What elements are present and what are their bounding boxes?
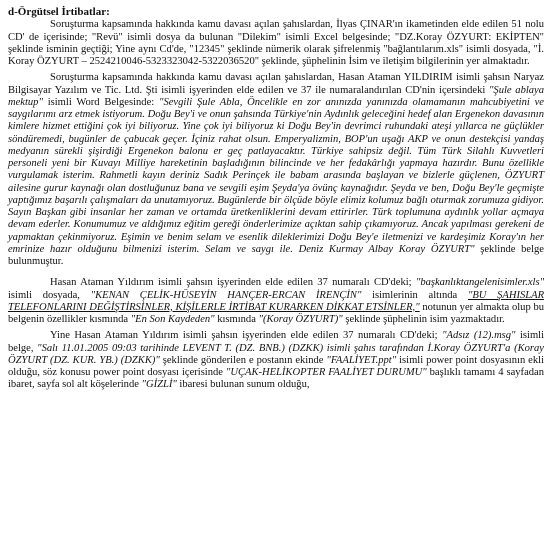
text-run: isimli belge, (8, 330, 545, 354)
text-run: şeklinde şüphelinin isim yazmaktadır. (342, 314, 505, 325)
quoted-text: "Adsız (12).msg" (442, 330, 516, 342)
paragraph-4 (8, 330, 544, 391)
text-run: Yine Hasan Ataman Yıldırım isimli şahsın işyerinden elde edilen 37 numaralı CD'deki; (50, 330, 443, 342)
text-run: şeklinde gönderilen e postanın ekinde (159, 354, 327, 366)
paragraph-1 (8, 19, 544, 68)
quoted-text: "En Son Kaydeden" (130, 314, 215, 325)
text-run: isimli power point dosyasının ekli olduğu, söz konusu power point dosyası içerisinde (8, 354, 545, 378)
text-run: isimli Word Belgesinde: (42, 96, 160, 108)
paragraph-3 (8, 277, 544, 326)
quoted-text: "Sevgili Şule Abla, Öncelikle en zor anınızda yanınızda olamamanın mahcubiyetini ve saygılarımı arz etmek istiyorum. Doğu Bey'i ve onun şahsında Türkiye'nin Aydınlık geleceğini hedef alan Ergenekon davasının kimlere hizmet ettiğini çok iyi biliyoruz. Yine çok iyi biliyoruz ki Doğu Bey'in devrimci ruhundaki ateşi yıllarca ne güçlükler söndüremedi, bugünler de çabucak geçer. İçiniz rahat olsun. Emperyalizmin, BOP'un uşağı AKP ve onun destekçisi yandaş medyanın sürekli şişirdiği Ergenekon balonu er geç patlayacaktır. Türkiye sahipsiz değil. Tüm Türk Silahlı Kuvvetleri personeli yeni bir Kuvayı Milliye hareketinin başladığının bilincinde ve her fedakârlığı yapmaya hazırdır. Bunu özellikle vurgulamak isterim. Rahmetli kayın deriniz Sadık Perinçek ile babam arasında başlayan ve bizlerle güçlenen, ÖZYURT ailesine gurur kaynağı olan dostluğunuz bana ve sevgili eşim Şeyda'ya övünç kaynağıdır. Şeyda ve ben, Doğu Bey'le geçmişte yaptığımız başarılı çalışmaları da unutamıyoruz. Bugünlerde bir ölçüde böyle elimiz kolumuz bağlı oturmak zorumuza gidiyor. Sayın Başkan gibi insanlar her zaman ve ortamda üretkenliklerini devam ettirirler. Türk toplumuna aydınlık yollar açmaya devam ederler. Konumumuz ve aldığımız eğitim gereği önderlerimize açıktan sahip çıkamıyoruz. Ancak yapılması gerekeni de yapmaktan çekinmiyoruz. Eşimin ve benim selam ve esenlik dileklerimizi Doğu Bey'e iletmenizi ve kardeşimiz Koray'ın her emrinize hazır olduğunu bilmenizi isterim. Selam ve saygı ile. Deniz Kurmay Albay Koray ÖZYURT" (8, 96, 544, 255)
text-run: isimli dosyada, (8, 289, 91, 301)
text-run: Soruşturma kapsamında hakkında kamu davası açılan şahıslardan, İlyas ÇINAR'ın ikametinden elde edilen 51 nolu CD' de içerisinde; "Revü" isimli dosya da bulunan "Dilekim" isimli Excel belgesinde; "DZ.Koray ÖZYURT: EKİPTEN" şeklinde isminin geçtiği; Yine aynı Cd'de, "12345" şeklinde nümerik olarak şifrelenmiş "bağlantılarım.xls" isimli dosyada, "İ. Koray ÖZYURT – 2524210046-5323323042-5322036520" şeklinde, şüphelinin İsim ve iletişim bilgilerinin yer almaktadır. (8, 19, 544, 67)
text-run: şeklinde belge bulunmuştur. (8, 243, 544, 267)
quoted-text: "KENAN ÇELİK-HÜSEYİN HANÇER-ERCAN İRENÇİN" (90, 289, 362, 301)
quoted-text: "başkanlıktangelenisimler.xls" (415, 277, 544, 289)
quoted-text: "Salı 11.01.2005 09:03 tarihinde LEVENT T. (DZ. BNB.) (DZKK) isimli şahıs tarafından İ.Koray ÖZYURT'a (Koray ÖZYURT (DZ. KUR. YB.) (DZKK)" (8, 342, 544, 366)
text-run: ibaresi bulunan sunum olduğu, (176, 379, 310, 391)
quoted-text: "GİZLİ" (141, 379, 177, 391)
text-run: Soruşturma kapsamında hakkında kamu davası açılan şahıslardan, Hasan Ataman YILDIRIM isimli şahsın Naryaz Bilgisayar Yazılım ve Tic. Ltd. Şti isimli işyerinden elde edilen ve 37 ile numaralandırılan CD'nin içersindeki (8, 72, 544, 96)
quoted-text: "FAALİYET.ppt" (326, 354, 397, 366)
text-run: notunun yer almakta olup bu belgenin özellikler kısmında (8, 301, 544, 325)
underlined-quote: "BU ŞAHISLAR TELEFONLARINI DEĞİŞTİRSİNLER, KİŞİLERLE İRTİBAT KURARKEN DİKKAT ETSİNLER," (8, 289, 545, 313)
quoted-text: "(Koray ÖZYURT)" (258, 314, 343, 325)
quoted-text: "Şule ablaya mektup" (8, 84, 545, 108)
document-page (8, 6, 544, 392)
section-heading: d-Örgütsel İrtibatlar: (8, 6, 110, 18)
text-run: kısmında (214, 314, 259, 325)
document-body (8, 19, 544, 391)
quoted-text: "UÇAK-HELİKOPTER FAALİYET DURUMU" (225, 367, 427, 378)
text-run: başlıklı tamamı 4 sayfadan ibaret, sayfa sol alt köşelerinde (8, 367, 544, 391)
paragraph-2 (8, 72, 544, 268)
text-run: isimlerinin altında (361, 289, 468, 301)
text-run: Hasan Ataman Yıldırım isimli şahsın işyerinden elde edilen 37 numaralı CD'deki; (50, 277, 416, 289)
